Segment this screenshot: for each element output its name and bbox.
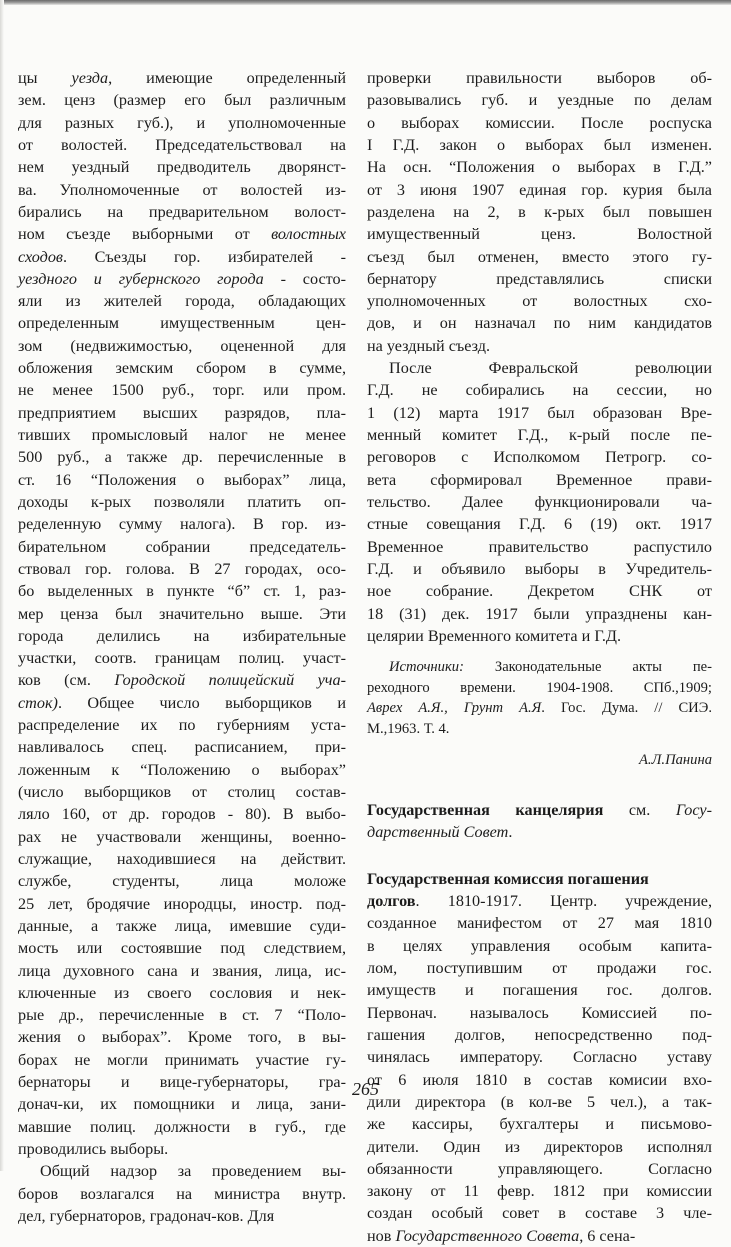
- right-column-text-line: стные совещания Г.Д. 6 (19) окт. 1917: [367, 515, 712, 534]
- left-column-text-line: навливалось спец. расписанием, при-: [18, 738, 346, 757]
- debt-commission-entry-text-line: от 6 июля 1810 в состав комисии вхо-: [367, 1070, 712, 1089]
- italic-term: сходов: [18, 247, 63, 266]
- left-column-text-line: ключенные из своего сословия и нек-: [18, 983, 346, 1002]
- debt-commission-entry-text-line: нов Государственного Совета, 6 сена-: [367, 1226, 636, 1245]
- sources-text-line: Аврех А.Я., Грунт А.Я. Гос. Дума. // СИЭ.: [367, 700, 712, 717]
- spacer: [367, 647, 712, 657]
- left-column-text-line: службе, студенты, лица моложе: [18, 872, 346, 891]
- italic-term: Аврех А.Я., Грунт А.Я: [367, 700, 542, 717]
- right-column-text-line: После Февральской революции: [389, 359, 712, 378]
- right-column-text-line: целярии Временного комитета и Г.Д.: [367, 626, 622, 645]
- scan-top-edge: [0, 0, 731, 5]
- left-column-text-line: сходов. Съезды гор. избирателей -: [18, 247, 346, 266]
- chancellery-entry-text-line: дарственный Совет.: [367, 823, 513, 842]
- left-column-text-line: уездного и губернского города - состо-: [18, 269, 346, 288]
- italic-term: уездного и губернского города: [18, 269, 264, 288]
- entry-headword: Государственная комиссия погашения: [367, 869, 649, 888]
- right-column-text-line: I Г.Д. закон о выборах был изменен.: [367, 135, 712, 154]
- right-column-text-line: На осн. “Положения о выборах в Г.Д.”: [367, 158, 712, 177]
- left-column-text-line: мость или состоявшие под следствием,: [18, 939, 346, 958]
- sources-text-line: М.,1963. Т. 4.: [367, 720, 450, 737]
- italic-term: Городской полицейский уча-: [114, 671, 346, 690]
- debt-commission-entry-text-line: же кассиры, бухгалтеры и письмово-: [367, 1115, 712, 1134]
- right-column-text-line: съезд был отменен, вместо этого гу-: [367, 247, 712, 266]
- left-column-text-line: ков (см. Городской полицейский уча-: [18, 671, 346, 690]
- sources-block: [367, 657, 712, 739]
- debt-commission-entry-text-line: обязанности управляющего. Согласно: [367, 1159, 712, 1178]
- left-column-text-line: проводились выборы.: [18, 1140, 169, 1158]
- left-column-text-line: от волостей. Председательствовал на: [18, 135, 346, 154]
- right-column-text-line: проверки правильности выборов об-: [367, 69, 712, 87]
- debt-commission-entry-text-line: [367, 868, 712, 890]
- right-column-text-line: бернатору представлялись списки: [367, 269, 712, 288]
- debt-commission-entry-text-line: закону от 11 февр. 1812 при комиссии: [367, 1182, 712, 1201]
- spacer: [367, 771, 712, 799]
- right-column-text-line: от 3 июня 1907 единая гор. курия была: [367, 180, 712, 199]
- debt-commission-entry-text-line: дили директора (в кол-ве 5 чел.), а так-: [367, 1092, 712, 1111]
- left-column-text-line: лица духовного сана и звания, лица, ис-: [18, 961, 346, 980]
- left-column-text-line: цы уезда, имеющие определенный: [18, 69, 346, 87]
- italic-term: Источники:: [389, 659, 464, 676]
- entry-headword: долгов: [367, 892, 416, 911]
- page-number: 265: [352, 1079, 379, 1099]
- debt-commission-entry-text-line: долгов. 1810-1917. Центр. учреждение,: [367, 892, 712, 911]
- italic-term: волостных: [271, 225, 346, 244]
- left-column-text-line: дел, губернаторов, градонач-ков. Для: [18, 1206, 275, 1225]
- right-column-text-line: ное собрание. Декретом СНК от: [367, 582, 712, 601]
- right-column-text-line: Г.Д. и объявило выборы в Учредитель-: [367, 559, 712, 578]
- left-column: [18, 67, 346, 1227]
- left-column-text-line: бо выделенных в пункте “б” ст. 1, раз-: [18, 582, 346, 601]
- debt-commission-entry-text-line: дители. Один из директоров исполнял: [367, 1137, 712, 1156]
- right-column-text-line: 1 (12) марта 1917 был образован Вре-: [367, 403, 712, 422]
- left-column-text-line: бернаторы и вице-губернаторы, гра-: [18, 1073, 346, 1092]
- right-column-text-line: тельство. Далее функционировали ча-: [367, 492, 712, 511]
- left-column-text-line: бирательном собрании председатель-: [18, 537, 346, 556]
- italic-term: сток): [18, 693, 58, 712]
- entry-state-chancellery: [367, 799, 712, 844]
- left-column-text-line: борах не могли принимать участие гу-: [18, 1050, 346, 1069]
- left-column-text-line: ложенным к “Положению о выборах”: [18, 760, 346, 779]
- left-column-text-line: ляло 160, от др. городов - 80). В выбо-: [18, 805, 346, 824]
- left-column-text-line: обложения земским сбором в сумме,: [18, 359, 346, 378]
- right-column-text-line: Г.Д. не собирались на сессии, но: [367, 381, 712, 400]
- left-column-text-line: (число выборщиков от столиц состав-: [18, 783, 346, 801]
- left-column-text-line: нем уездный предводитель дворянст-: [18, 158, 346, 177]
- italic-term: уезда: [71, 69, 109, 87]
- debt-commission-entry-text-line: чинялась императору. Согласно уставу: [367, 1048, 712, 1067]
- left-column-text-line: мер ценза был значительно выше. Эти: [18, 604, 346, 623]
- debt-commission-entry-text-line: Первонач. называлось Комиссией по-: [367, 1003, 712, 1022]
- debt-commission-entry-text-line: лом, поступившим от продажи гос.: [367, 959, 712, 977]
- italic-term: дарственный Совет: [367, 823, 509, 842]
- sources-text-line: Источники: Законодательные акты пе-: [389, 659, 712, 676]
- left-column-text-line: ст. 16 “Положения о выборах” лица,: [18, 470, 346, 489]
- left-column-text-line: участки, соотв. границам полиц. участ-: [18, 649, 346, 668]
- left-column-text-line: доходы к-рых позволяли платить оп-: [18, 492, 346, 511]
- left-column-text-line: зем. ценз (размер его был различным: [18, 91, 346, 110]
- left-column-text-line: Общий надзор за проведением вы-: [40, 1162, 346, 1181]
- chancellery-entry-text-line: Государственная канцелярия см. Госу-: [367, 801, 712, 820]
- left-column-text-line: определенным имущественным цен-: [18, 314, 346, 333]
- right-column-text-line: дов, и он назначал по ним кандидатов: [367, 314, 712, 333]
- right-column-text-line: вета сформировал Временное прави-: [367, 470, 712, 489]
- left-column-text-line: 25 лет, бродячие инородцы, иностр. под-: [18, 894, 346, 913]
- right-column-text-line: реговоров с Исполкомом Петрогр. со-: [367, 448, 712, 467]
- left-column-text-line: рах не участвовали женщины, военно-: [18, 827, 346, 846]
- right-column-text-line: Временное правительство распустило: [367, 537, 712, 556]
- spacer: [367, 844, 712, 868]
- debt-commission-entry-text-line: создан особый совет в составе 3 чле-: [367, 1204, 712, 1223]
- right-column-text-line: на уездный съезд.: [367, 336, 491, 355]
- left-column-text-line: ва. Уполномоченные от волостей из-: [18, 180, 346, 199]
- left-column-text-line: зом (недвижимостью, оцененной для: [18, 336, 346, 355]
- left-column-text-line: предприятием высших разрядов, пла-: [18, 403, 346, 422]
- right-column-text-line: имущественный ценз. Волостной: [367, 225, 712, 244]
- right-column-text-line: менный комитет Г.Д., к-рый после пе-: [367, 426, 712, 444]
- debt-commission-entry-text-line: созданное манифестом от 27 мая 1810: [367, 914, 712, 933]
- left-column-text-line: ределенную сумму налога). В гор. из-: [18, 515, 346, 534]
- entry-state-debt-commission: [367, 868, 712, 1247]
- article-author: А.Л.Панина: [638, 752, 712, 769]
- left-column-text-line: служащие, находившиеся на действит.: [18, 849, 346, 868]
- left-column-text-line: донач-ки, их помощники и лица, зани-: [18, 1095, 346, 1114]
- left-column-text-line: рые др., перечисленные в ст. 7 “Поло-: [18, 1006, 346, 1025]
- right-column-text-line: 18 (31) дек. 1917 были упразднены кан-: [367, 604, 712, 623]
- entry-headword: Государственная канцелярия: [367, 801, 604, 820]
- left-column-text-line: распределение их по губерниям уста-: [18, 716, 346, 735]
- right-column-text-line: разделена на 2, в к-рых был повышен: [367, 202, 712, 221]
- left-column-text-line: сток). Общее число выборщиков и: [18, 693, 346, 712]
- left-column-text-line: боров возлагался на министра внутр.: [18, 1184, 346, 1203]
- debt-commission-entry-text-line: имуществ и погашения гос. долгов.: [367, 981, 712, 1000]
- right-column-text-line: о выборах комиссии. После роспуска: [367, 113, 712, 132]
- debt-commission-entry-text-line: в целях управления особым капита-: [367, 936, 712, 955]
- left-column-text-line: тивших промысловый налог не менее: [18, 426, 346, 444]
- italic-term: Госу-: [675, 801, 712, 820]
- debt-commission-entry-text-line: гашения долгов, непосредственно под-: [367, 1025, 712, 1044]
- left-column-text-line: данные, а также лица, имевшие суди-: [18, 916, 346, 935]
- left-column-text-line: 500 руб., а также др. перечисленные в: [18, 448, 346, 467]
- italic-term: Государственного Совета: [395, 1226, 580, 1245]
- left-column-text-line: не менее 1500 руб., торг. или пром.: [18, 381, 346, 400]
- duma-article-continuation: [367, 67, 712, 647]
- left-column-text-line: ствовал гор. голова. В 27 городах, осо-: [18, 559, 346, 578]
- left-column-text-line: для разных губ.), и уполномоченные: [18, 113, 346, 132]
- left-column-text-line: яли из жителей города, обладающих: [18, 292, 346, 311]
- right-column-text-line: уполномоченных от волостных схо-: [367, 292, 712, 311]
- left-column-text-line: ном съезде выборными от волостных: [18, 225, 346, 244]
- left-column-text-line: бирались на предварительном волост-: [18, 202, 346, 221]
- right-column: [367, 67, 712, 1247]
- right-column-text-line: разовывались губ. и уездные по делам: [367, 91, 712, 110]
- left-column-text-line: жения о выборах”. Кроме того, в вы-: [18, 1028, 346, 1047]
- left-column-text-line: мавшие полиц. должности в губ., где: [18, 1117, 346, 1136]
- scan-left-edge: [0, 0, 4, 1171]
- sources-text-line: реходного времени. 1904-1908. СПб.,1909;: [367, 679, 712, 696]
- left-column-text-line: города делились на избирательные: [18, 626, 346, 645]
